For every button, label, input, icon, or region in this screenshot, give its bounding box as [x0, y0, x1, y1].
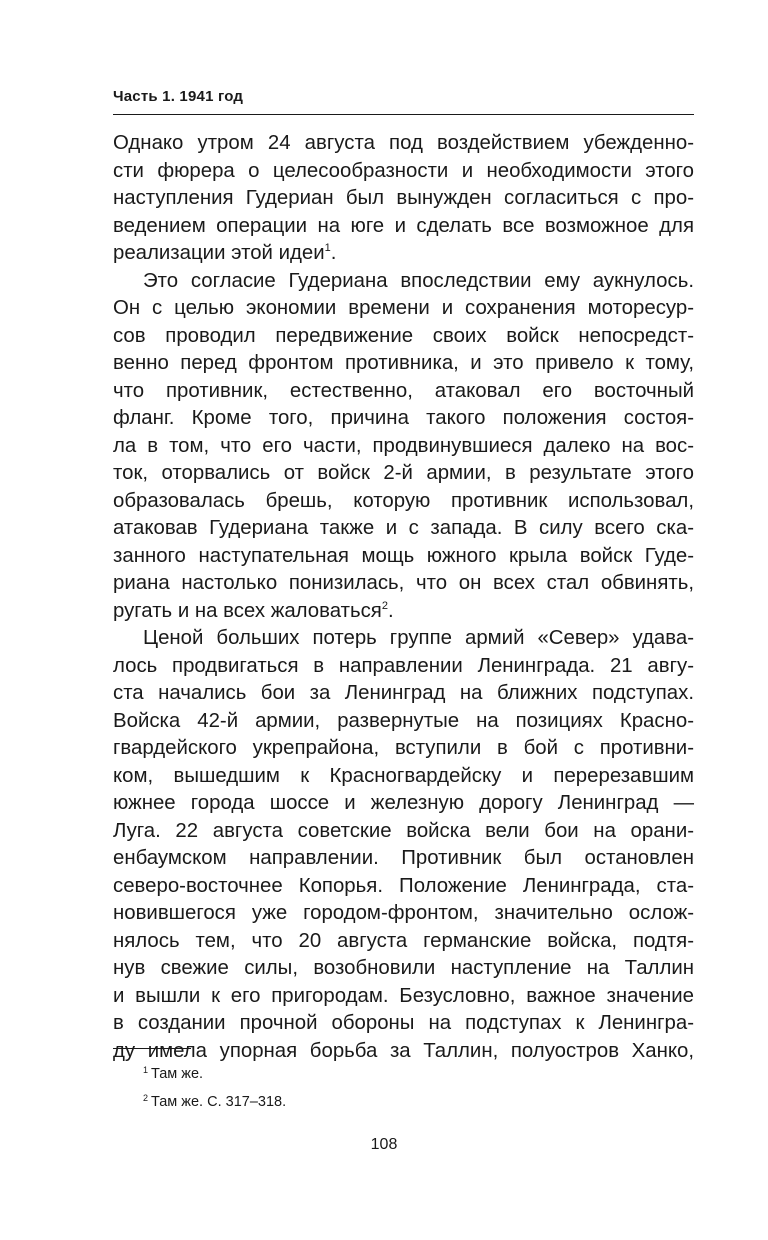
footnote-rule [113, 1048, 191, 1049]
text-line: гвардейского укрепрайона, вступили в бой с противни- [113, 737, 694, 759]
text-line: в создании прочной обороны на подступах к Ленингра- [113, 1012, 694, 1034]
text-line: Ценой больших потерь группе армий «Север» удава- [143, 627, 694, 649]
text-line: фланг. Кроме того, причина такого положения состоя- [113, 407, 694, 429]
text-line: ста начались бои за Ленинград на ближних подступах. [113, 682, 694, 704]
text-line: енбаумском направлении. Противник был остановлен [113, 847, 694, 869]
text-line-last: реализации этой идеи$^1$. [113, 242, 337, 264]
text-line-text: реализации этой идеи [113, 242, 325, 264]
footnote-mark: 1 [143, 1065, 149, 1075]
footnote-text: Там же. С. 317–318. [151, 1094, 287, 1110]
footnote-ref: 2 [381, 599, 388, 612]
text-line: наступления Гудериан был вынужден согласиться с про- [113, 187, 694, 209]
text-line: нув свежие силы, возобновили наступление на Таллин [113, 957, 694, 979]
paragraph-1 [113, 130, 694, 268]
text-line-text: ругать и на всех жаловаться [113, 599, 382, 622]
text-line: образовалась брешь, которую противник использовал, [113, 489, 694, 512]
text-line: лось продвигаться в направлении Ленинграда. 21 авгу- [113, 654, 694, 677]
text-line: ком, вышедшим к Красногвардейску и перерезавшим [113, 764, 694, 787]
body-text [113, 130, 694, 1065]
text-line: ведением операции на юге и сделать все возможное для [113, 214, 694, 237]
text-line: сти фюрера о целесообразности и необходимости этого [113, 159, 694, 182]
text-line-last: ругать и на всех жаловаться$^2$. [113, 599, 394, 622]
text-line: Это согласие Гудериана впоследствии ему аукнулось. [143, 269, 694, 292]
text-line: нялось тем, что 20 августа германские войска, подтя- [113, 929, 694, 952]
footnote-text: Там же. [151, 1066, 204, 1082]
text-line: сов проводил передвижение своих войск непосредст- [113, 324, 694, 347]
paragraph-2 [113, 268, 694, 626]
text-line: венно перед фронтом противника, и это привело к тому, [113, 352, 694, 374]
footnote-ref: 1 [324, 242, 331, 254]
header-rule [113, 114, 694, 115]
footnote-2 [143, 1088, 286, 1116]
text-line: риана настолько понизилась, что он всех стал обвинять, [113, 572, 694, 594]
running-head: Часть 1. 1941 год [113, 88, 244, 105]
text-line: Он с целью экономии времени и сохранения моторесур- [113, 297, 694, 319]
text-line: что противник, естественно, атаковал его восточный [113, 379, 694, 402]
text-line: Луга. 22 августа советские войска вели бои на орани- [113, 819, 694, 842]
text-line: Однако утром 24 августа под воздействием убежденно- [113, 132, 694, 154]
footnote-mark: 2 [143, 1093, 149, 1103]
text-line: атаковав Гудериана также и с запада. В силу всего ска- [113, 517, 694, 539]
text-line: ла в том, что его части, продвинувшиеся далеко на вос- [113, 434, 694, 457]
text-line: и вышли к его пригородам. Безусловно, важное значение [113, 984, 694, 1007]
text-line: Войска 42-й армии, развернутые на позициях Красно- [113, 709, 694, 732]
text-line: южнее города шоссе и железную дорогу Ленинград — [113, 792, 694, 814]
page-number: 108 [370, 1136, 398, 1153]
text-line: ду имела упорная борьба за Таллин, полуостров Ханко, [113, 1039, 694, 1062]
footnotes [143, 1060, 286, 1116]
text-line: новившегося уже городом-фронтом, значительно ослож- [113, 902, 694, 924]
text-line: занного наступательная мощь южного крыла войск Гуде- [113, 544, 694, 567]
text-line: северо-восточнее Копорья. Положение Ленинграда, ста- [113, 874, 694, 897]
paragraph-3 [113, 625, 694, 1065]
footnote-1 [143, 1060, 286, 1088]
text-line: ток, оторвались от войск 2-й армии, в результате этого [113, 462, 694, 484]
